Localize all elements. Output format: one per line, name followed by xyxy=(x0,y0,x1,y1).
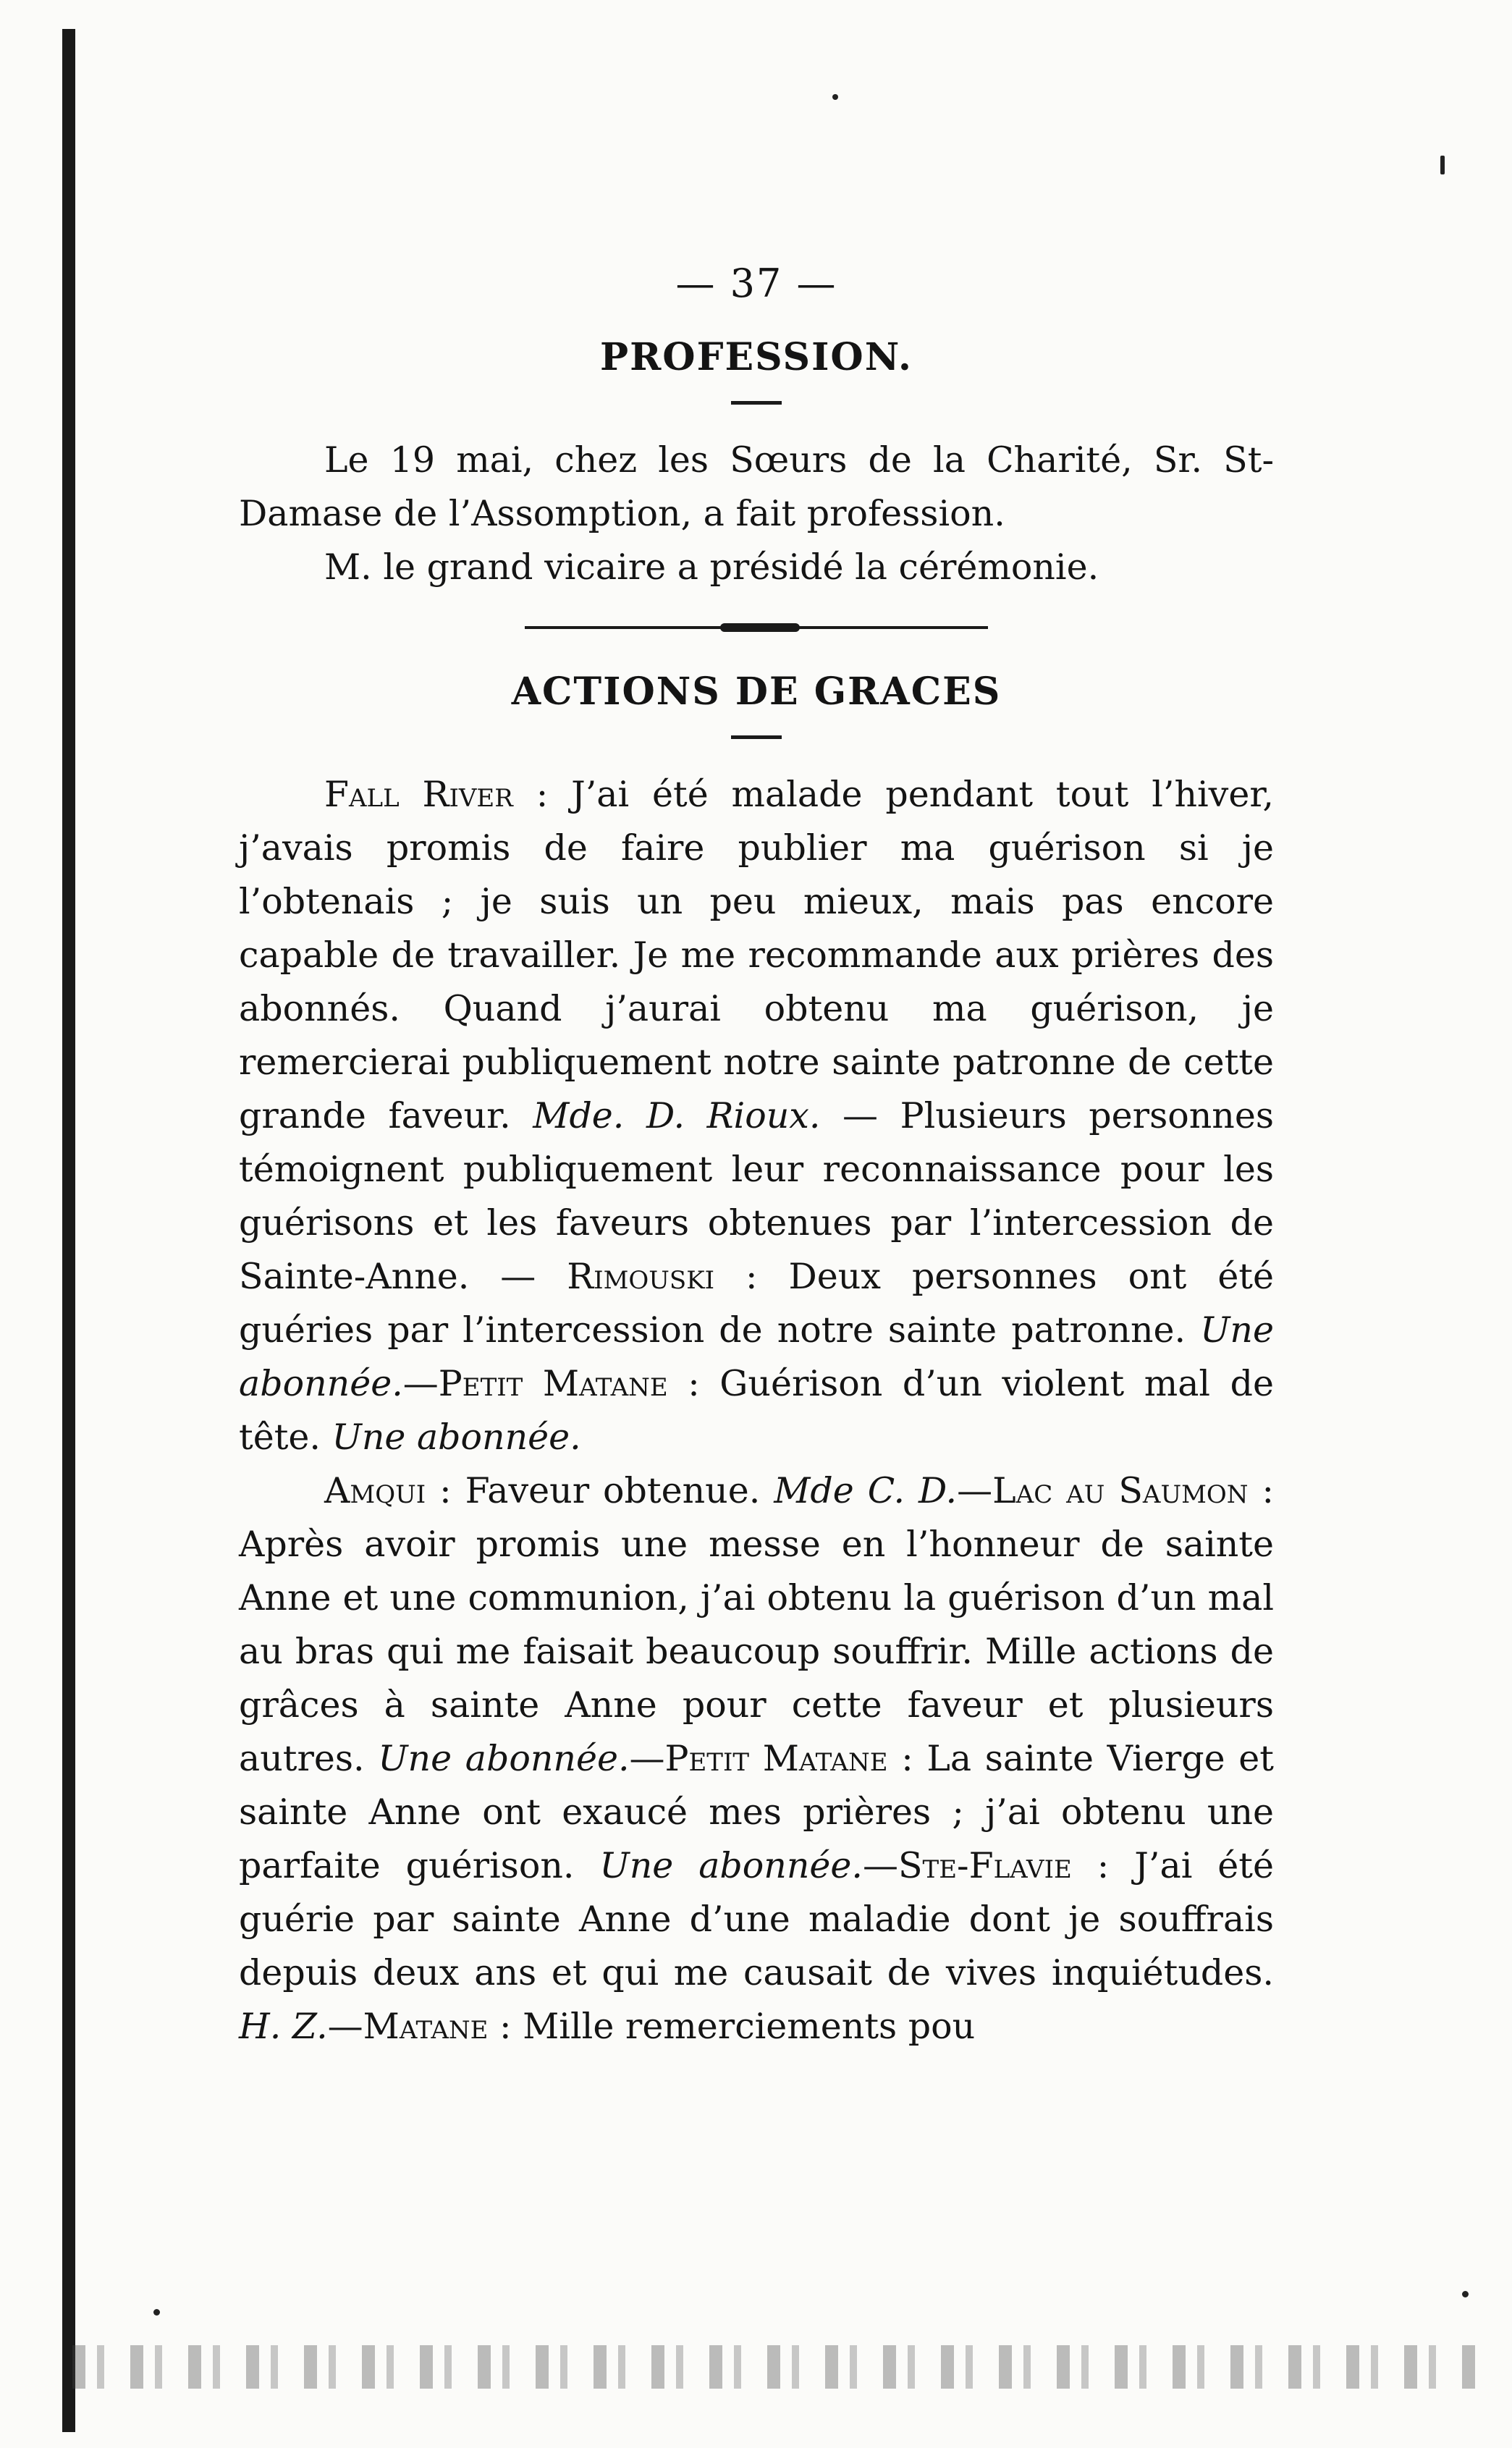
scan-bottom-noise xyxy=(72,2345,1477,2389)
place-name: Amqui xyxy=(324,1470,426,1511)
text-run: : J’ai été malade pendant tout l’hiver, j’avais promis de faire publier ma guérison si je l’obtenais ; je suis un peu mieux, mais pas encore capable de travailler. Je me recommande aux prières des abonnés. Quand j’aurai obtenu ma guérison, je remercierai publiquement notre sainte patronne de cette grande faveur. xyxy=(239,774,1274,1136)
page-number: — 37 — xyxy=(675,261,837,306)
place-name: Rimouski xyxy=(567,1256,715,1297)
text-run: : Deux personnes ont été guéries par l’intercession de notre sainte patronne. xyxy=(239,1256,1274,1351)
signature: Une abonnée. xyxy=(378,1738,630,1779)
text-run: — Plusieurs personnes témoignent publiquement leur reconnaissance pour les guérisons et les faveurs obtenues par l’intercession de Sainte-Anne. — xyxy=(239,1095,1274,1297)
text-run: — xyxy=(862,1845,898,1886)
paragraph: M. le grand vicaire a présidé la cérémonie. xyxy=(324,546,1099,588)
signature: Mde. D. Rioux. xyxy=(533,1095,821,1136)
paragraph xyxy=(239,1464,1274,2054)
short-divider xyxy=(731,735,782,739)
place-name: Lac au Saumon xyxy=(992,1470,1249,1511)
signature: Une abonnée. xyxy=(599,1845,863,1886)
page-binding-edge xyxy=(62,29,75,2432)
place-name: Petit Matane xyxy=(438,1363,668,1404)
scan-speck xyxy=(153,2309,160,2316)
scan-speck xyxy=(832,94,838,100)
scan-speck xyxy=(1440,156,1445,174)
text-run: : Faveur obtenue. xyxy=(426,1470,774,1511)
text-run: : J’ai été guérie par sainte Anne d’une maladie dont je souffrais depuis deux ans et qui me causait de vives inquiétudes. xyxy=(239,1845,1274,1993)
signature: Mde C. D. xyxy=(774,1470,958,1511)
text-run: — xyxy=(629,1738,665,1779)
section-title-actions-de-graces: ACTIONS DE GRACES xyxy=(511,670,1002,714)
short-divider xyxy=(731,401,782,405)
text-run: : Guérison d’un violent mal de tête. xyxy=(239,1363,1274,1458)
signature: Une abonnée. xyxy=(239,1309,1274,1404)
text-run: — xyxy=(402,1363,439,1404)
place-name: Fall River xyxy=(324,774,513,815)
page-content xyxy=(239,261,1274,2054)
section-title-profession: PROFESSION. xyxy=(599,335,913,379)
text-run: : Après avoir promis une messe en l’honneur de sainte Anne et une communion, j’ai obtenu la guérison d’un mal au bras qui me faisait beaucoup souffrir. Mille actions de grâces à sainte Anne pour cette faveur et plusieurs autres. xyxy=(239,1470,1274,1779)
scan-speck xyxy=(1462,2291,1469,2297)
text-run: : La sainte Vierge et sainte Anne ont exaucé mes prières ; j’ai obtenu une parfaite guérison. xyxy=(239,1738,1274,1886)
place-name: Ste-Flavie xyxy=(898,1845,1072,1886)
place-name: Petit Matane xyxy=(664,1738,888,1779)
section-divider xyxy=(525,626,988,629)
signature: H. Z. xyxy=(239,2006,328,2047)
text-run: — xyxy=(327,2006,363,2047)
place-name: Matane xyxy=(363,2006,489,2047)
text-run: — xyxy=(957,1470,993,1511)
signature: Une abonnée. xyxy=(331,1417,581,1458)
paragraph: Le 19 mai, chez les Sœurs de la Charité, Sr. St-Damase de l’Assomption, a fait profession. xyxy=(239,439,1274,534)
text-run: : Mille remerciements pou xyxy=(488,2006,976,2047)
paragraph xyxy=(239,768,1274,1464)
